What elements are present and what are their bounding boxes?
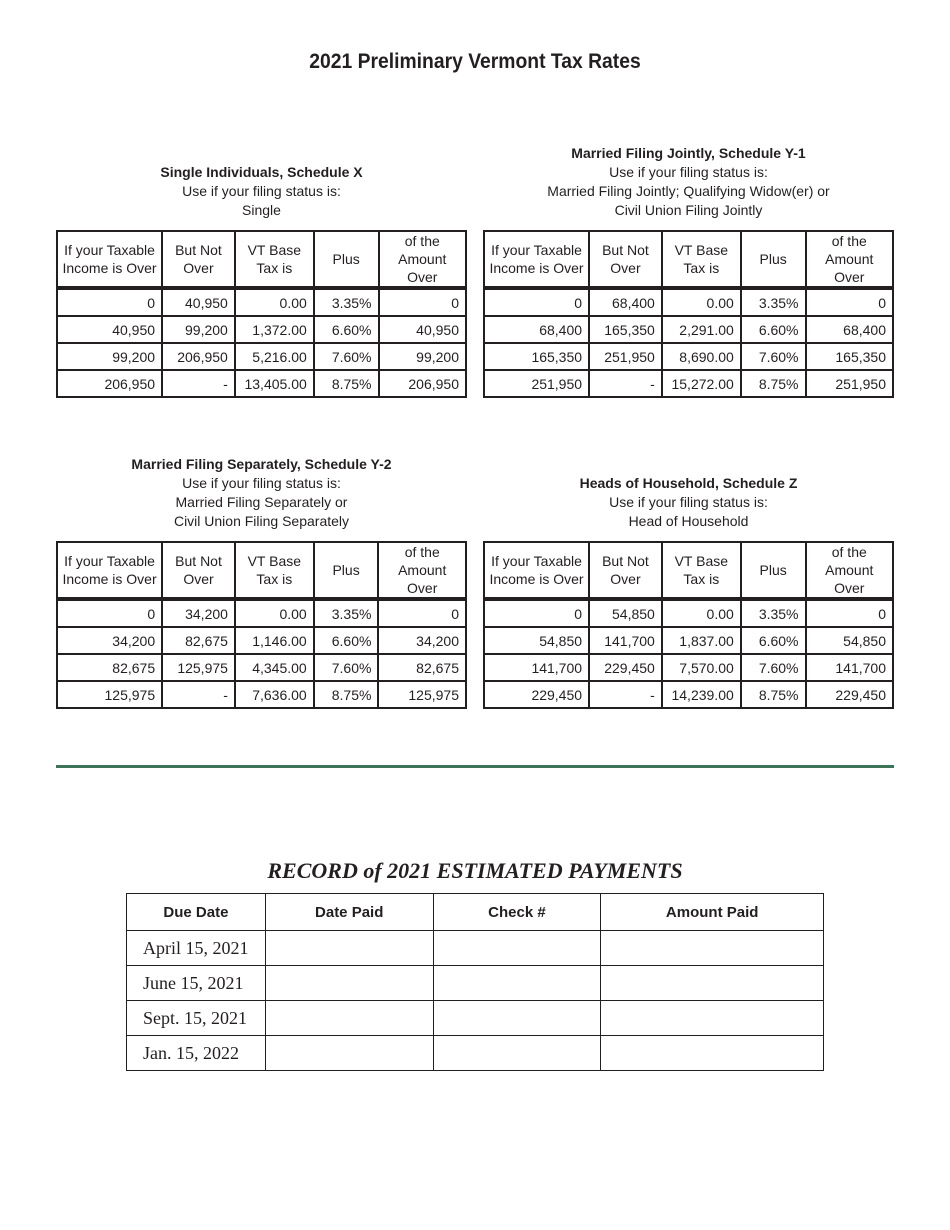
col-header-plus: Plus <box>741 231 806 288</box>
schedule-y1 <box>483 144 894 398</box>
amount-paid-field[interactable] <box>601 966 824 1001</box>
schedule-name: Married Filing Separately, Schedule Y-2 <box>131 456 392 472</box>
table-row: 229,450 - 14,239.00 8.75% 229,450 <box>484 681 893 708</box>
schedule-z-heading <box>483 474 894 531</box>
col-header-date-paid: Date Paid <box>265 894 433 931</box>
record-title: RECORD of 2021 ESTIMATED PAYMENTS <box>267 858 683 883</box>
schedule-note: Use if your filing status is: <box>182 475 341 491</box>
page-title: 2021 Preliminary Vermont Tax Rates <box>309 50 641 73</box>
due-date: June 15, 2021 <box>127 966 266 1001</box>
amount-paid-field[interactable] <box>601 931 824 966</box>
col-header-amount-over: of the Amount Over <box>378 542 466 599</box>
schedule-note: Civil Union Filing Jointly <box>614 202 763 218</box>
schedule-note: Use if your filing status is: <box>609 494 768 510</box>
check-number-field[interactable] <box>433 966 601 1001</box>
table-row: 40,950 99,200 1,372.00 6.60% 40,950 <box>57 316 466 343</box>
schedule-note: Use if your filing status is: <box>182 183 341 199</box>
col-header-check-number: Check # <box>433 894 601 931</box>
schedule-y1-table <box>483 230 894 398</box>
schedule-x-heading <box>56 163 467 220</box>
col-header-amount-over: of the Amount Over <box>806 542 893 599</box>
table-row: 99,200 206,950 5,216.00 7.60% 99,200 <box>57 343 466 370</box>
schedule-name: Single Individuals, Schedule X <box>160 164 363 180</box>
check-number-field[interactable] <box>433 1036 601 1071</box>
table-row: 0 34,200 0.00 3.35% 0 <box>57 599 466 627</box>
table-row: 34,200 82,675 1,146.00 6.60% 34,200 <box>57 627 466 654</box>
col-header-amount-paid: Amount Paid <box>601 894 824 931</box>
schedule-x <box>56 163 467 398</box>
schedule-y2-table <box>56 541 467 709</box>
table-row: 0 68,400 0.00 3.35% 0 <box>484 288 893 316</box>
date-paid-field[interactable] <box>265 931 433 966</box>
schedule-note: Single <box>242 202 281 218</box>
payment-row <box>127 931 824 966</box>
due-date: Jan. 15, 2022 <box>127 1036 266 1071</box>
schedule-note: Married Filing Separately or <box>175 494 348 510</box>
schedule-note: Use if your filing status is: <box>609 164 768 180</box>
amount-paid-field[interactable] <box>601 1036 824 1071</box>
col-header-amount-over: of the Amount Over <box>379 231 466 288</box>
due-date: April 15, 2021 <box>127 931 266 966</box>
table-row: 54,850 141,700 1,837.00 6.60% 54,850 <box>484 627 893 654</box>
amount-paid-field[interactable] <box>601 1001 824 1036</box>
col-header-but-not-over: But Not Over <box>589 542 662 599</box>
schedule-note: Civil Union Filing Separately <box>173 513 350 529</box>
table-row: 141,700 229,450 7,570.00 7.60% 141,700 <box>484 654 893 681</box>
col-header-but-not-over: But Not Over <box>162 231 235 288</box>
table-row: 0 40,950 0.00 3.35% 0 <box>57 288 466 316</box>
col-header-due-date: Due Date <box>127 894 266 931</box>
check-number-field[interactable] <box>433 931 601 966</box>
payments-record-table <box>126 893 824 1071</box>
schedule-note: Head of Household <box>628 513 749 529</box>
col-header-but-not-over: But Not Over <box>589 231 662 288</box>
table-row: 82,675 125,975 4,345.00 7.60% 82,675 <box>57 654 466 681</box>
table-row: 125,975 - 7,636.00 8.75% 125,975 <box>57 681 466 708</box>
col-header-but-not-over: But Not Over <box>162 542 235 599</box>
schedule-y1-heading <box>483 144 894 220</box>
table-row: 251,950 - 15,272.00 8.75% 251,950 <box>484 370 893 397</box>
section-divider <box>56 765 894 768</box>
table-row: 206,950 - 13,405.00 8.75% 206,950 <box>57 370 466 397</box>
check-number-field[interactable] <box>433 1001 601 1036</box>
schedule-name: Married Filing Jointly, Schedule Y-1 <box>571 145 806 161</box>
col-header-plus: Plus <box>314 542 379 599</box>
col-header-base-tax: VT Base Tax is <box>235 542 314 599</box>
date-paid-field[interactable] <box>265 1036 433 1071</box>
schedule-x-table <box>56 230 467 398</box>
col-header-income-over: If your Taxable Income is Over <box>484 231 589 288</box>
col-header-base-tax: VT Base Tax is <box>235 231 314 288</box>
payment-row <box>127 1001 824 1036</box>
col-header-income-over: If your Taxable Income is Over <box>57 231 162 288</box>
date-paid-field[interactable] <box>265 966 433 1001</box>
table-row: 165,350 251,950 8,690.00 7.60% 165,350 <box>484 343 893 370</box>
schedule-z-table <box>483 541 894 709</box>
schedule-y2-heading <box>56 455 467 531</box>
col-header-base-tax: VT Base Tax is <box>662 231 741 288</box>
col-header-amount-over: of the Amount Over <box>806 231 893 288</box>
schedule-name: Heads of Household, Schedule Z <box>579 475 798 491</box>
schedule-note: Married Filing Jointly; Qualifying Widow(er) or <box>547 183 830 199</box>
table-row: 0 54,850 0.00 3.35% 0 <box>484 599 893 627</box>
table-row: 68,400 165,350 2,291.00 6.60% 68,400 <box>484 316 893 343</box>
schedule-y2 <box>56 455 467 709</box>
payment-row <box>127 1036 824 1071</box>
col-header-plus: Plus <box>741 542 806 599</box>
date-paid-field[interactable] <box>265 1001 433 1036</box>
due-date: Sept. 15, 2021 <box>127 1001 266 1036</box>
schedule-z <box>483 474 894 709</box>
col-header-plus: Plus <box>314 231 379 288</box>
col-header-income-over: If your Taxable Income is Over <box>57 542 162 599</box>
col-header-base-tax: VT Base Tax is <box>662 542 741 599</box>
payment-row <box>127 966 824 1001</box>
col-header-income-over: If your Taxable Income is Over <box>484 542 589 599</box>
